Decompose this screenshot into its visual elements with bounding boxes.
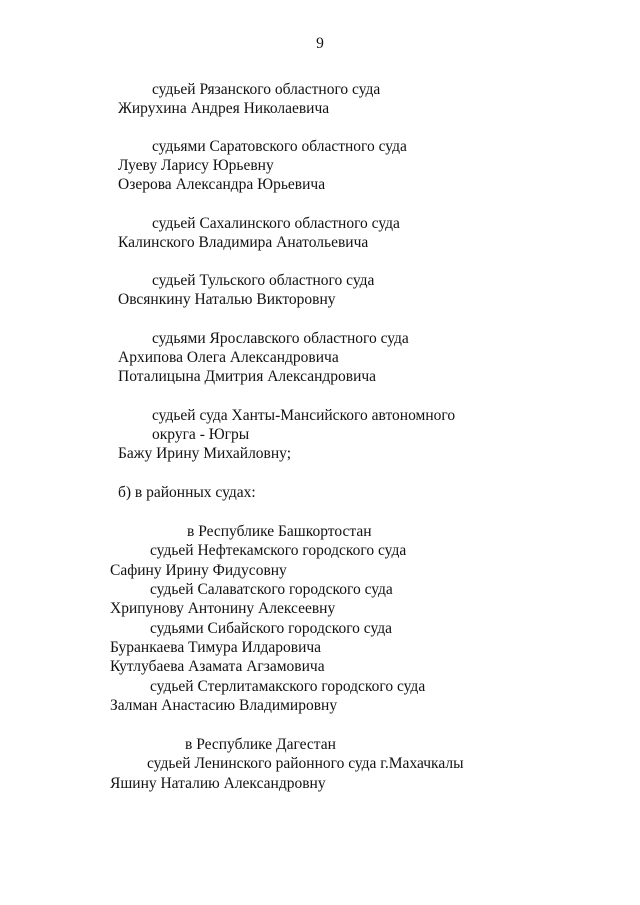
court-line: округа - Югры — [152, 426, 250, 443]
court-line: судьей Салаватского городского суда — [150, 581, 393, 598]
judge-name: Овсянкину Наталью Викторовну — [118, 291, 336, 308]
judge-name: Озерова Александра Юрьевича — [118, 176, 326, 193]
judge-name: Залман Анастасию Владимировну — [110, 697, 338, 714]
region-heading: в Республике Башкортостан — [187, 523, 372, 540]
judge-name: Архипова Олега Александровича — [118, 349, 339, 366]
court-line: судьей суда Ханты-Мансийского автономного — [152, 407, 456, 424]
judge-name: Сафину Ирину Фидусовну — [110, 562, 287, 579]
section-heading: б) в районных судах: — [118, 484, 256, 501]
court-line: судьей Стерлитамакского городского суда — [150, 678, 426, 695]
court-line: судьей Ленинского районного суда г.Махачкалы — [147, 755, 464, 772]
court-line: судьями Ярославского областного суда — [152, 330, 409, 347]
judge-name: Яшину Наталию Александровну — [110, 775, 326, 792]
court-line: судьей Рязанского областного суда — [152, 81, 381, 98]
judge-name: Луеву Ларису Юрьевну — [118, 157, 274, 174]
judge-name: Хрипунову Антонину Алексеевну — [110, 600, 336, 617]
page-number: 9 — [316, 35, 324, 52]
court-line: судьями Саратовского областного суда — [152, 138, 407, 155]
judge-name: Кутлубаева Азамата Агзамовича — [110, 658, 325, 675]
judge-name: Бажу Ирину Михайловну; — [118, 445, 292, 462]
judge-name: Жирухина Андрея Николаевича — [118, 100, 330, 117]
court-line: судьей Нефтекамского городского суда — [150, 542, 407, 559]
judge-name: Поталицына Дмитрия Александровича — [118, 368, 377, 385]
region-heading: в Республике Дагестан — [185, 736, 336, 753]
judge-name: Калинского Владимира Анатольевича — [118, 234, 369, 251]
court-line: судьей Сахалинского областного суда — [152, 215, 400, 232]
court-line: судьей Тульского областного суда — [152, 272, 375, 289]
judge-name: Буранкаева Тимура Илдаровича — [110, 639, 322, 656]
court-line: судьями Сибайского городского суда — [150, 620, 393, 637]
